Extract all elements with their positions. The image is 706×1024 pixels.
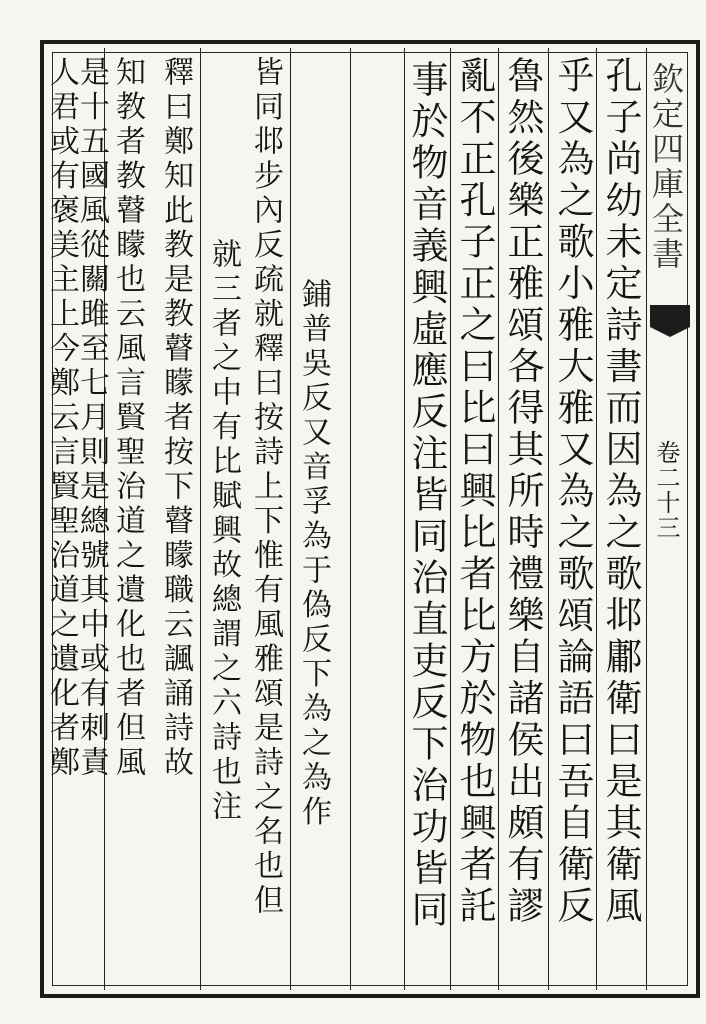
text-column: 事於物音義興虛應反注皆同治直吏反下治功皆同 [405,60,448,932]
column-rule [290,48,291,990]
volume-number: 卷二十三 [652,440,680,540]
text-column: 魯然後樂正雅頌各得其所時禮樂自諸侯出頗有謬 [501,56,544,928]
margin-title: 欽定四庫全書 [647,62,685,272]
text-column: 孔子尚幼未定詩書而因為之歌邶鄘衛曰是其衛風 [599,56,642,928]
column-rule [450,48,451,990]
commentary-column: 人君或有褒美主上今鄭云言賢聖治道之遺化者鄭 [44,56,79,781]
commentary-column: 知教者教瞽矇也云風言賢聖治道之遺化也者但風 [110,56,145,781]
column-rule [548,48,549,990]
column-rule [350,48,351,990]
text-column: 亂不正孔子正之曰比曰興比者比方於物也興者託 [453,56,496,928]
column-rule [200,48,201,990]
commentary-column: 是十五國風從關雎至七月則是總號其中或有刺責 [74,56,109,781]
commentary-column: 就三者之中有比賦興故總謂之六詩也注 [206,238,241,825]
commentary-column: 鋪普吳反又音孚為于偽反下為之為作 [296,278,331,830]
text-column: 乎又為之歌小雅大雅又為之歌頌論語曰吾自衛反 [551,56,594,928]
column-rule [498,48,499,990]
fish-tail-mark [650,305,690,327]
column-rule [596,48,597,990]
commentary-column: 皆同邶步內反疏就釋曰按詩上下惟有風雅頌是詩之名也但 [248,56,283,919]
commentary-column: 釋曰鄭知此教是教瞽矇者按下瞽矇職云諷誦詩故 [158,56,193,781]
